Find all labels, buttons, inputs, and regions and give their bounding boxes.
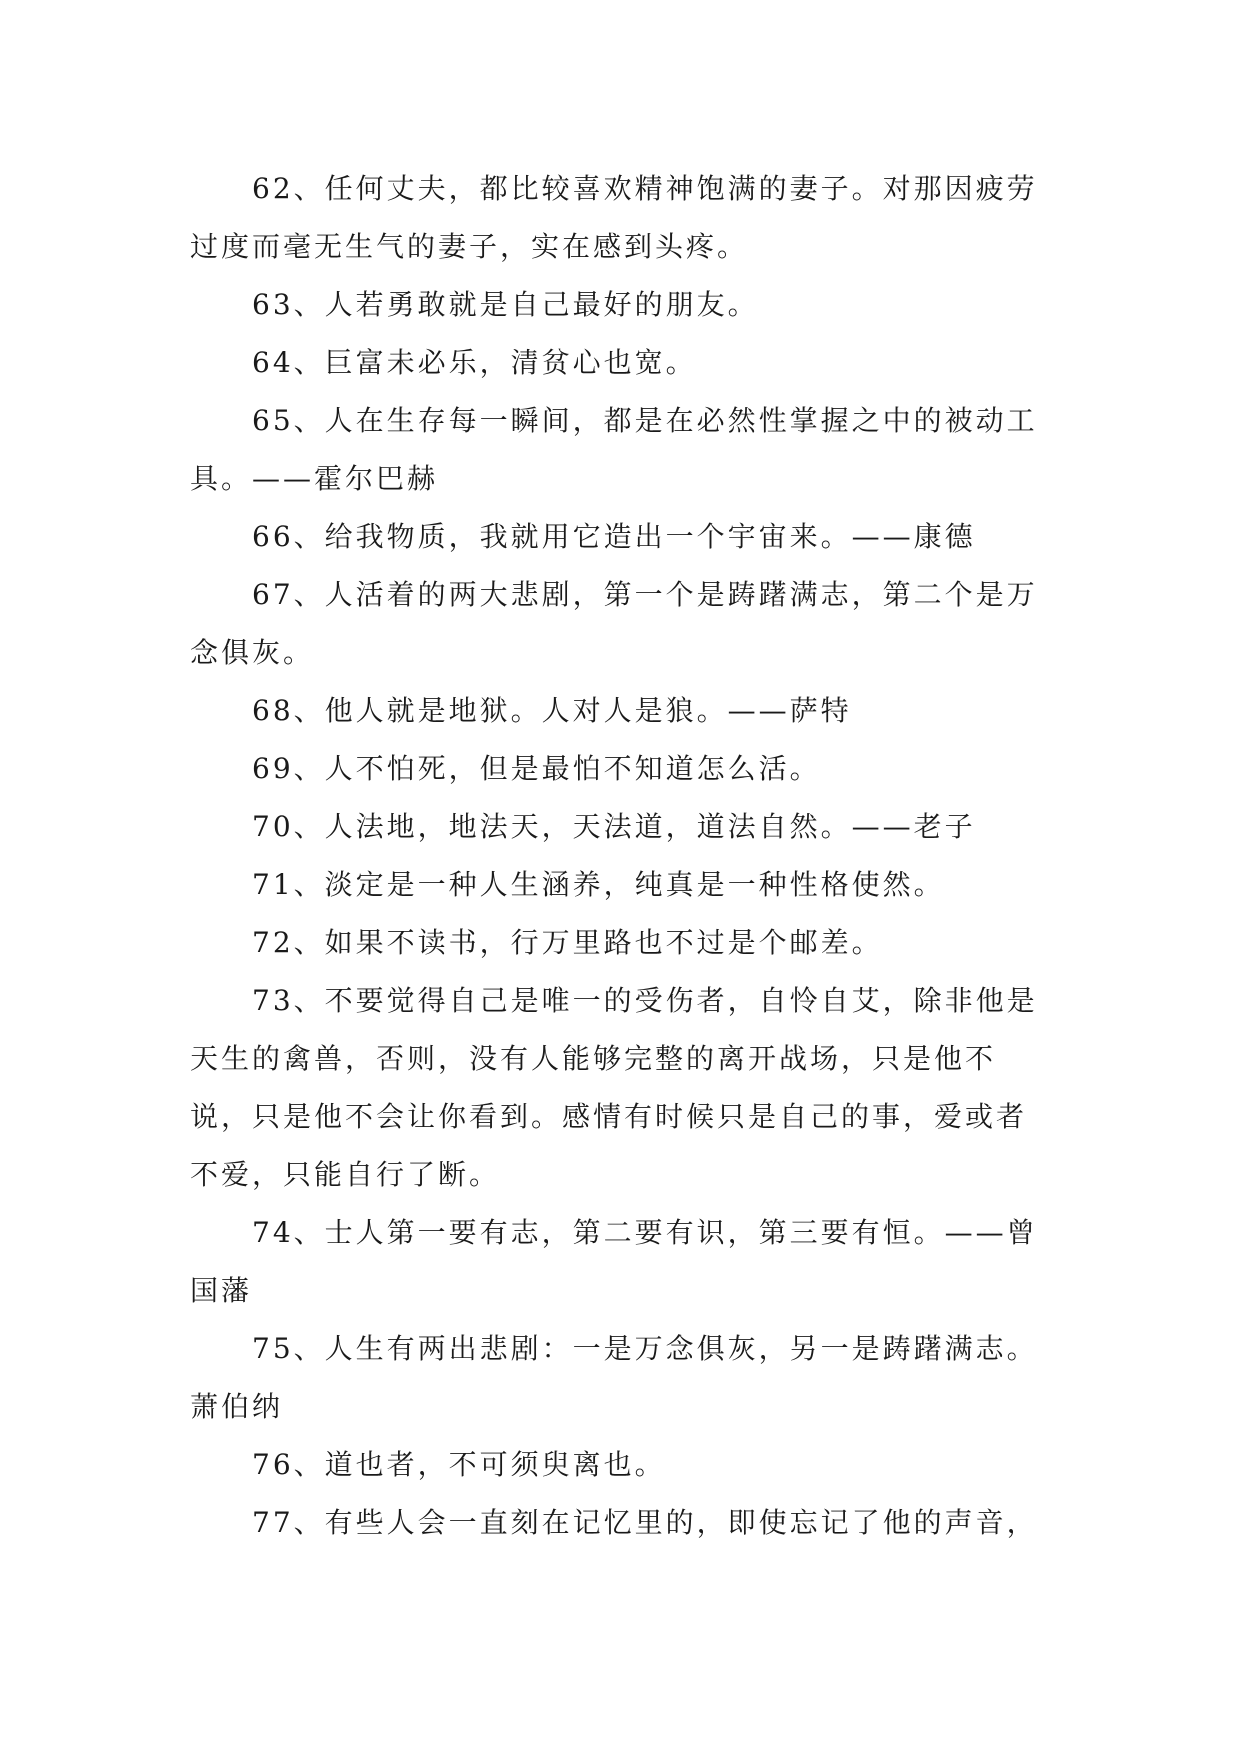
quote-paragraph: 69、人不怕死，但是最怕不知道怎么活。 <box>252 752 821 785</box>
quote-paragraph: 62、任何丈夫，都比较喜欢精神饱满的妻子。对那因疲劳过度而毫无生气的妻子，实在感到头疼。 <box>190 172 1038 263</box>
quote-paragraph: 63、人若勇敢就是自己最好的朋友。 <box>252 288 759 321</box>
quote-paragraph: 66、给我物质，我就用它造出一个宇宙来。——康德 <box>252 520 976 553</box>
quote-paragraph: 70、人法地，地法天，天法道，道法自然。——老子 <box>252 810 976 843</box>
quote-paragraph: 72、如果不读书，行万里路也不过是个邮差。 <box>252 926 883 959</box>
quote-paragraph: 68、他人就是地狱。人对人是狼。——萨特 <box>252 694 852 727</box>
quote-list <box>190 160 1052 1552</box>
quote-paragraph: 77、有些人会一直刻在记忆里的，即使忘记了他的声音， <box>252 1506 1038 1539</box>
quote-paragraph: 64、巨富未必乐，清贫心也宽。 <box>252 346 697 379</box>
quote-paragraph: 67、人活着的两大悲剧，第一个是踌躇满志，第二个是万念俱灰。 <box>190 578 1038 669</box>
quote-paragraph: 74、士人第一要有志，第二要有识，第三要有恒。——曾国藩 <box>190 1216 1038 1307</box>
quote-paragraph: 75、人生有两出悲剧：一是万念俱灰，另一是踌躇满志。萧伯纳 <box>190 1332 1038 1423</box>
quote-paragraph: 76、道也者，不可须臾离也。 <box>252 1448 666 1481</box>
quote-paragraph: 73、不要觉得自己是唯一的受伤者，自怜自艾，除非他是天生的禽兽，否则，没有人能够完整的离开战场，只是他不说，只是他不会让你看到。感情有时候只是自己的事，爱或者不爱，只能自行了断。 <box>190 984 1038 1191</box>
quote-paragraph: 65、人在生存每一瞬间，都是在必然性掌握之中的被动工具。——霍尔巴赫 <box>190 404 1038 495</box>
quote-paragraph: 71、淡定是一种人生涵养，纯真是一种性格使然。 <box>252 868 945 901</box>
